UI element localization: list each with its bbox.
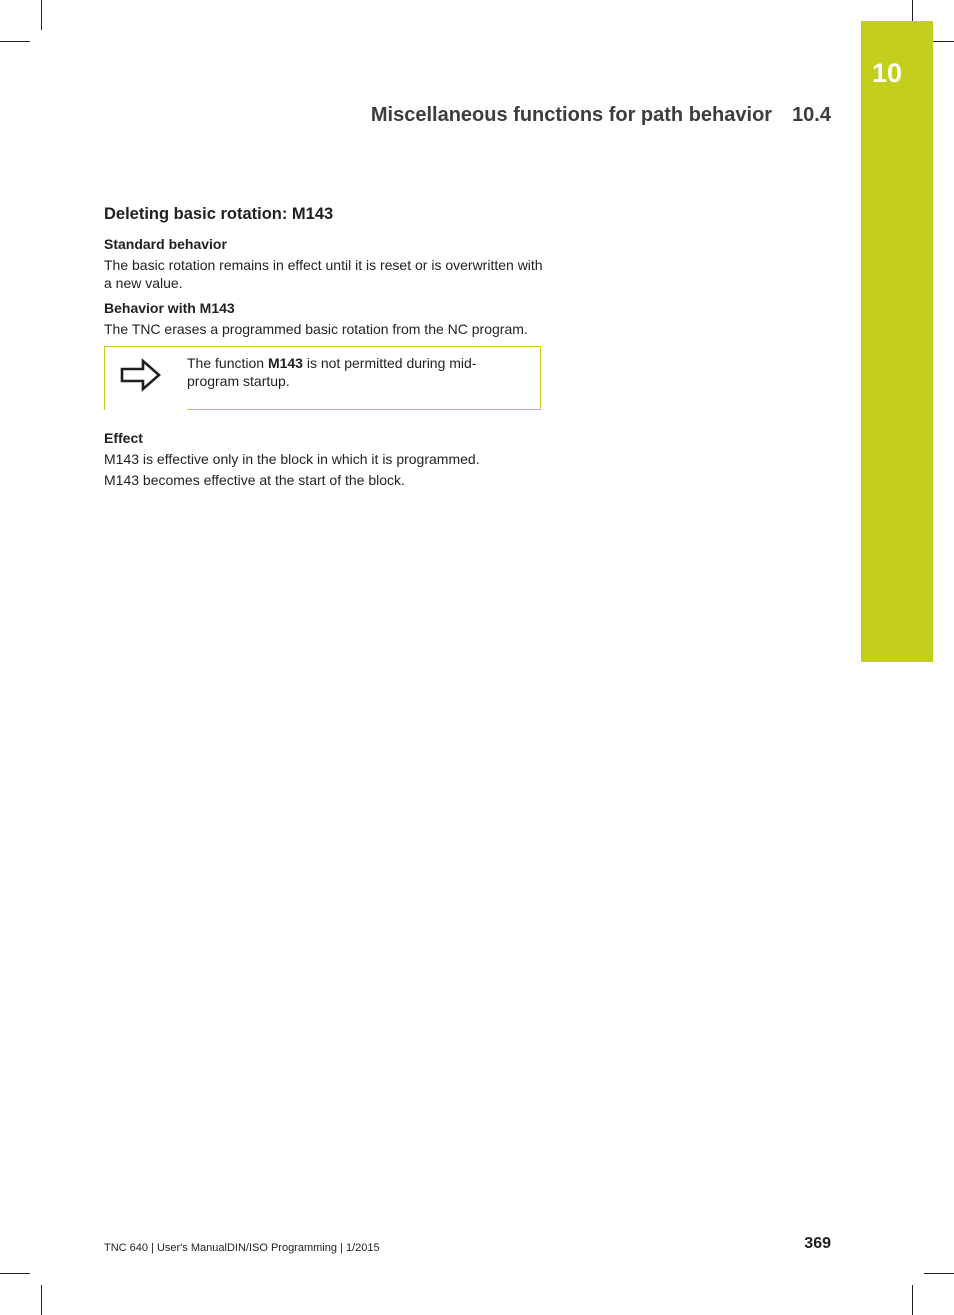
m143-behavior-text: The TNC erases a programmed basic rotation from the NC program. [104,321,528,337]
note-text [187,354,522,390]
crop-mark [0,1273,30,1274]
note-text-bold: M143 [267,355,303,371]
arrow-right-icon [119,357,163,393]
standard-behavior-heading: Standard behavior [104,236,227,252]
note-box [104,346,541,410]
effect-line-2: M143 becomes effective at the start of the block. [104,472,405,488]
note-text-suffix: is not permitted during mid-program startup. [187,355,477,389]
crop-mark [924,1273,954,1274]
standard-behavior-text: The basic rotation remains in effect until it is reset or is overwritten with a new value. [104,257,543,291]
header-title: Miscellaneous functions for path behavior [370,104,773,126]
crop-mark [0,41,30,42]
m143-behavior-heading: Behavior with M143 [104,300,235,316]
chapter-number: 10 [872,58,903,88]
effect-line-1: M143 is effective only in the block in which it is programmed. [104,451,480,467]
chapter-tab [861,21,933,662]
note-divider [187,409,541,410]
main-content [104,205,544,497]
note-text-prefix: The function [187,355,268,371]
crop-mark [912,1285,913,1315]
running-header [371,104,831,127]
header-section-number: 10.4 [792,104,831,126]
crop-mark [41,1285,42,1315]
effect-heading: Effect [104,430,143,446]
section-title: Deleting basic rotation: M143 [104,205,334,223]
footer-text: TNC 640 | User's ManualDIN/ISO Programming | 1/2015 [104,1242,380,1254]
page-number: 369 [804,1235,831,1252]
crop-mark [41,0,42,30]
